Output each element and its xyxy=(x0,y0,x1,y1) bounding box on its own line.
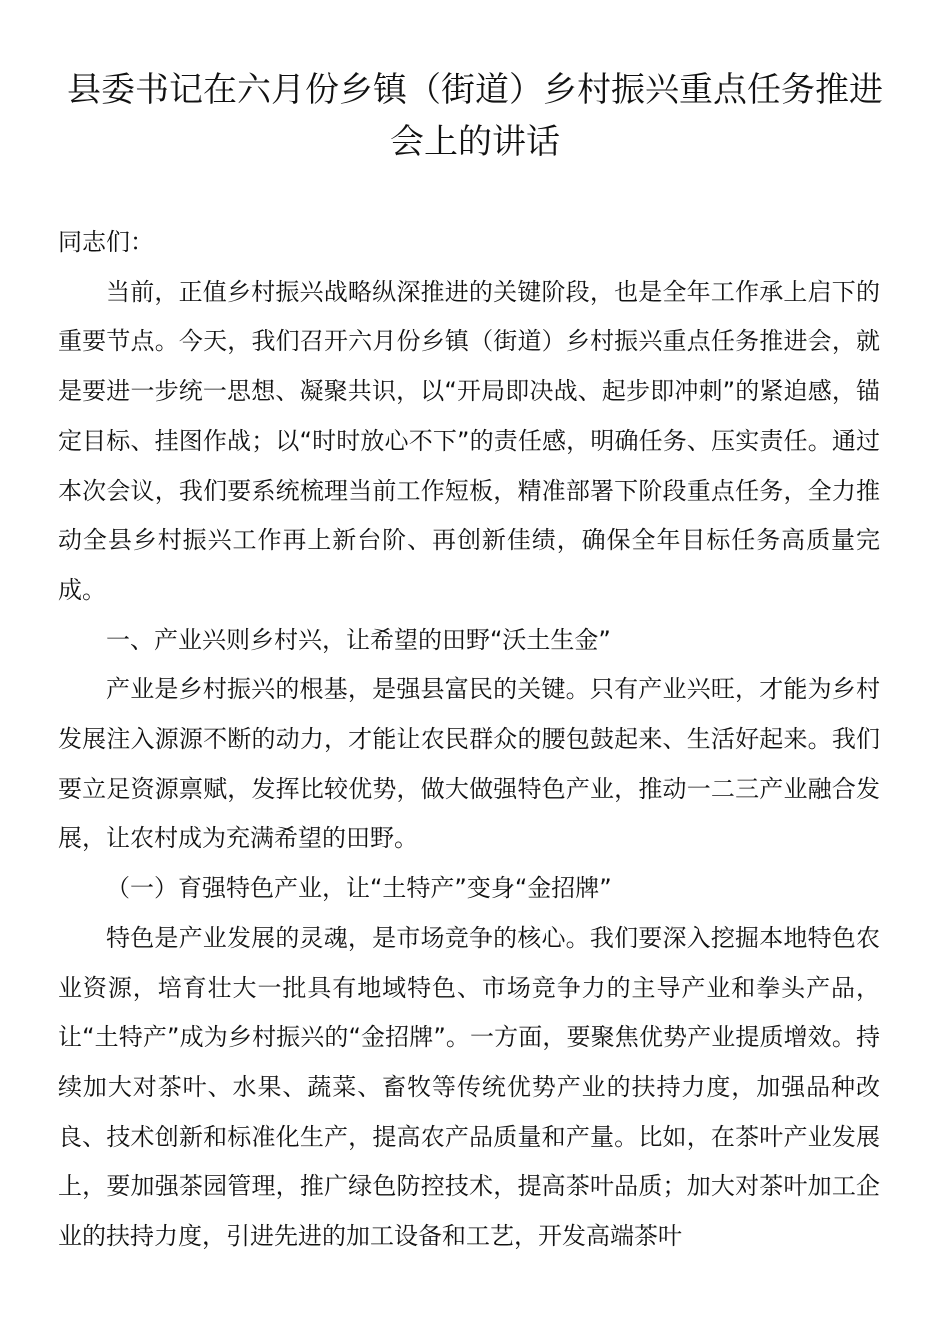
salutation: 同志们： xyxy=(58,228,154,256)
document-title: 县委书记在六月份乡镇（街道）乡村振兴重点任务推进会上的讲话 xyxy=(67,70,883,162)
paragraph-intro: 当前，正值乡村振兴战略纵深推进的关键阶段，也是全年工作承上启下的重要节点。今天，我们召开六月份乡镇（街道）乡村振兴重点任务推进会，就是要进一步统一思想、凝聚共识，以“开局即决战、起步即冲刺”的紧迫感，锚定目标、挂图作战；以“时时放心不下”的责任感，明确任务、压实责任。通过本次会议，我们要系统梳理当前工作短板，精准部署下阶段重点任务，全力推动全县乡村振兴工作再上新台阶、再创新佳绩，确保全年目标任务高质量完成。 xyxy=(58,277,880,604)
paragraph-specialty: 特色是产业发展的灵魂，是市场竞争的核心。我们要深入挖掘本地特色农业资源，培育壮大一批具有地域特色、市场竞争力的主导产业和拳头产品，让“土特产”成为乡村振兴的“金招牌”。一方面，要聚焦优势产业提质增效。持续加大对茶叶、水果、蔬菜、畜牧等传统优势产业的扶持力度，加强品种改良、技术创新和标准化生产，提高农产品质量和产量。比如，在茶叶产业发展上，要加强茶园管理，推广绿色防控技术，提高茶叶品质；加大对茶叶加工企业的扶持力度，引进先进的加工设备和工艺，开发高端茶叶 xyxy=(58,923,880,1251)
document-body xyxy=(58,218,880,1262)
paragraph-industry: 产业是乡村振兴的根基，是强县富民的关键。只有产业兴旺，才能为乡村发展注入源源不断的动力，才能让农民群众的腰包鼓起来、生活好起来。我们要立足资源禀赋，发挥比较优势，做大做强特色产业，推动一二三产业融合发展，让农村成为充满希望的田野。 xyxy=(58,675,880,853)
section-heading-1: 一、产业兴则乡村兴，让希望的田野“沃土生金” xyxy=(106,625,611,654)
subsection-heading-1: （一）育强特色产业，让“土特产”变身“金招牌” xyxy=(106,874,612,903)
